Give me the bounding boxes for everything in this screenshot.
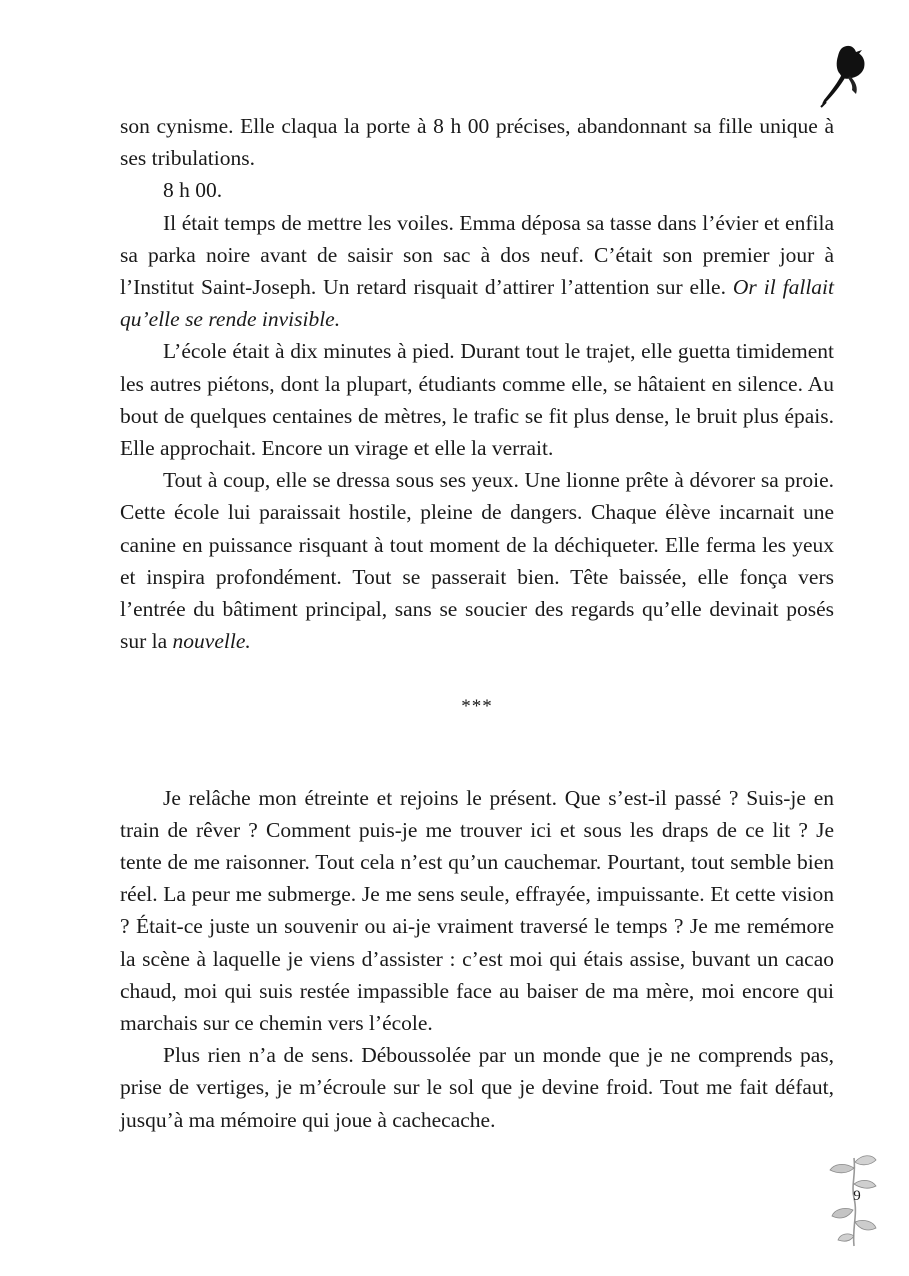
text-segment: 8 h 00.	[163, 178, 223, 203]
text-segment: Plus rien n’a de sens. Déboussolée par un monde que je ne comprends pas, prise de vertiges, je m’écroule sur le sol que je devine froid. Tout me fait défaut, jusqu’à ma mémoire qui joue à cachecache.	[120, 1043, 834, 1132]
paragraph	[120, 110, 834, 174]
paragraph	[120, 1039, 834, 1136]
text-segment: son cynisme. Elle claqua la porte à 8 h 00 précises, abandonnant sa fille unique à ses tribulations.	[120, 114, 834, 171]
italic-text: nouvelle.	[172, 629, 251, 654]
paragraph	[120, 335, 834, 464]
paragraph	[120, 174, 834, 206]
section-divider: ***	[461, 696, 493, 718]
text-segment: Je relâche mon étreinte et rejoins le présent. Que s’est-il passé ? Suis-je en train de rêver ? Comment puis-je me trouver ici et sous les draps de ce lit ? Je tente de me raisonner. Tout cela n’est qu’un cauchemar. Pourtant, tout semble bien réel. La peur me submerge. Je me sens seule, effrayée, impuissante. Et cette vision ? Était-ce juste un souvenir ou ai-je vraiment traversé le temps ? Je me remémore la scène à laquelle je viens d’assister : c’est moi qui étais assise, buvant un cacao chaud, moi qui suis restée impassible face au baiser de ma mère, moi encore qui marchais sur ce chemin vers l’école.	[120, 785, 834, 1036]
text-segment: L’école était à dix minutes à pied. Durant tout le trajet, elle guetta timidement les autres piétons, dont la plupart, étudiants comme elle, se hâtaient en silence. Au bout de quelques centaines de mètres, le trafic se fit plus dense, le bruit plus épais. Elle approchait. Encore un virage et elle la verrait.	[120, 339, 834, 461]
text-segment: Tout à coup, elle se dressa sous ses yeux. Une lionne prête à dévorer sa proie. Cette école lui paraissait hostile, pleine de dangers. Chaque élève incarnait une canine en puissance risquant à tout moment de la déchiqueter. Elle ferma les yeux et inspira profondément. Tout se passerait bien. Tête baissée, elle fonça vers l’entrée du bâtiment principal, sans se soucier des regards qu’elle devinait posés sur la	[120, 468, 834, 654]
paragraph	[120, 464, 834, 657]
page-number: 9	[853, 1188, 861, 1204]
bird-quill-icon	[812, 40, 872, 110]
text-segment: Il était temps de mettre les voiles. Emma déposa sa tasse dans l’évier et enfila sa parka noire avant de saisir son sac à dos neuf. C’était son premier jour à l’Institut Saint-Joseph. Un retard risquait d’attirer l’attention sur elle.	[120, 210, 834, 300]
italic-text: Or il fallait qu’elle se rende invisible.	[120, 275, 834, 332]
paragraph	[120, 207, 834, 336]
body-text	[120, 110, 834, 1136]
paragraph	[120, 782, 834, 1040]
